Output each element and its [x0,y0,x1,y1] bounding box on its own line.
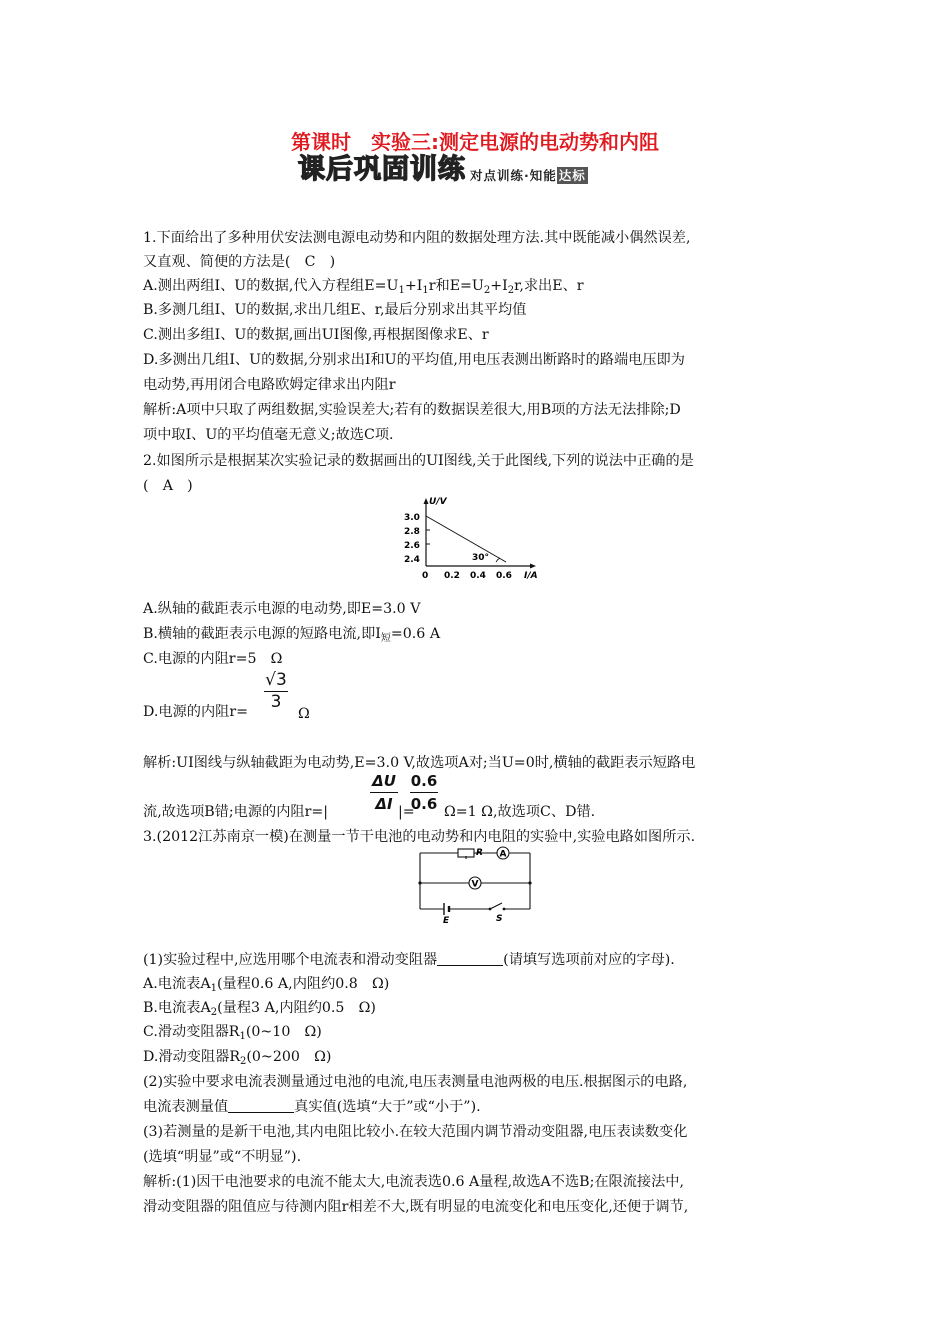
fraction-denominator: 0.6 [410,795,438,813]
graph-y-arrow [424,498,429,504]
q3-part3-line2: (选填“明显”或“不明显”). [143,1149,302,1165]
q1-option-a: A.测出两组I、U的数据,代入方程组$E=U_1+I_1r$和$E=U_2+I_2r$,求出E、r [143,278,584,296]
graph-x-axis-label: I/A [524,571,538,581]
fraction-denominator: ΔI [375,795,393,813]
switch-contact [503,908,506,911]
q1-stem-line1: 1.下面给出了多种用伏安法测电源电动势和内阻的数据处理方法.其中既能减小偶然误差, [143,230,691,246]
graph-y-tick-label: 3.0 [404,513,420,523]
q2-d-fraction [264,670,288,712]
q2-exp-fraction-1 [370,770,398,815]
page-title: 第课时 实验三:测定电源的电动势和内阻 [291,130,659,154]
graph-y-tick-label: 2.4 [404,555,420,565]
q1-option-c: C.测出多组I、U的数据,画出UI图像,再根据图像求E、r [143,327,489,343]
fraction-denominator: 3 [270,692,282,712]
answer-blank[interactable] [228,1098,294,1113]
graph-y-tick-label: 2.6 [404,541,420,551]
section-banner [298,150,588,186]
q1-explanation-line1: 解析:A项中只取了两组数据,实验误差大;若有的数据误差很大,用B项的方法无法排除;D [143,402,681,418]
graph-x-arrow [530,564,536,569]
resistor-label: R [476,848,483,858]
q3-part2-line2: 电流表测量值 真实值(选填“大于”或“小于”). [143,1099,481,1115]
fraction-numerator: ΔU [370,770,398,793]
graph-data-line [426,516,506,562]
q2-explanation-line2-post: Ω=1 Ω,故选项C、D错. [444,804,596,820]
q3-option-c: C.滑动变阻器$R_1(0\sim 10$ Ω) [143,1024,322,1042]
q3-part2-line1: (2)实验中要求电流表测量通过电池的电流,电压表测量电池两极的电压.根据图示的电路, [143,1074,688,1090]
q2-d-unit: Ω [298,706,310,722]
q3-part3-line1: (3)若测量的是新干电池,其内电阻比较小.在较大范围内调节滑动变阻器,电压表读数变化 [143,1124,688,1140]
graph-angle-arc [496,558,500,562]
circuit-node [418,881,421,884]
circuit-diagram [410,845,540,923]
q3-part1-stem: (1)实验过程中,应选用哪个电流表和滑动变阻器 (请填写选项前对应的字母). [143,952,675,968]
q2-exp-fraction-2 [410,770,438,815]
q1-option-d-line1: D.多测出几组I、U的数据,分别求出I和U的平均值,用电压表测出断路时的路端电压即为 [143,352,685,368]
switch-label: S [496,914,503,923]
q3-explanation-line2: 滑动变阻器的阻值应与待测内阻r相差不大,既有明显的电流变化和电压变化,还便于调节, [143,1199,689,1215]
banner-main-text: 课后巩固训练 [298,154,466,185]
q2-explanation-line1: 解析:UI图线与纵轴截距为电动势,E=3.0 V,故选项A对;当U=0时,横轴的截距表示短路电 [143,755,696,771]
q2-option-a: A.纵轴的截距表示电源的电动势,即E=3.0 V [143,601,421,617]
banner-sub-text: 对点训练·知能 达标 [470,168,586,183]
graph-x-tick-label: 0.4 [470,571,486,581]
q2-option-c: C.电源的内阻r=5 Ω [143,651,283,667]
battery-label: E [443,916,450,923]
q3-explanation-line1: 解析:(1)因干电池要求的电流不能太大,电流表选0.6 A量程,故选A不选B;在限流接法中, [143,1174,684,1190]
graph-x-tick-label: 0.2 [444,571,460,581]
answer-blank[interactable] [437,951,503,966]
q1-stem-line2: 又直观、简便的方法是( C ) [143,254,336,270]
q3-stem: 3.(2012江苏南京一模)在测量一节干电池的电动势和内电阻的实验中,实验电路如图所示. [143,829,696,845]
circuit-node [528,881,531,884]
graph-y-tick-label: 2.8 [404,527,420,537]
q2-explanation-line2-mid: |= [398,804,415,820]
graph-y-axis-label: U/V [429,497,447,507]
banner-highlight: 达标 [558,168,586,183]
q3-option-a: A.电流表$A_1$(量程0.6 A,内阻约0.8 Ω) [143,976,390,994]
fraction-numerator: 0.6 [410,770,438,793]
q2-stem-line1: 2.如图所示是根据某次实验记录的数据画出的UI图线,关于此图线,下列的说法中正确的是 [143,453,694,469]
q3-option-d: D.滑动变阻器$R_2(0\sim 200$ Ω) [143,1049,332,1067]
graph-x-tick-label: 0 [422,571,429,581]
q1-option-d-line2: 电动势,再用闭合电路欧姆定律求出内阻r [143,377,396,393]
q1-explanation-line2: 项中取I、U的平均值毫无意义;故选C项. [143,427,394,443]
ui-graph [400,494,560,584]
q2-option-b: B.横轴的截距表示电源的短路电流,即$I_短=0.6$ A [143,626,441,644]
q2-option-d: D.电源的内阻r= [143,704,248,720]
graph-angle-label: 30° [472,553,490,563]
q2-stem-line2: ( A ) [143,478,193,494]
voltmeter-label: V [471,879,479,890]
q3-option-b: B.电流表$A_2$(量程3 A,内阻约0.5 Ω) [143,1000,376,1018]
q1-option-b: B.多测几组I、U的数据,求出几组E、r,最后分别求出其平均值 [143,302,527,318]
fraction-numerator: √3 [265,670,287,690]
switch-pivot [489,908,492,911]
ammeter-label: A [499,849,507,860]
q2-explanation-line2-pre: 流,故选项B错;电源的内阻r=| [143,804,329,820]
graph-x-tick-label: 0.6 [496,571,512,581]
